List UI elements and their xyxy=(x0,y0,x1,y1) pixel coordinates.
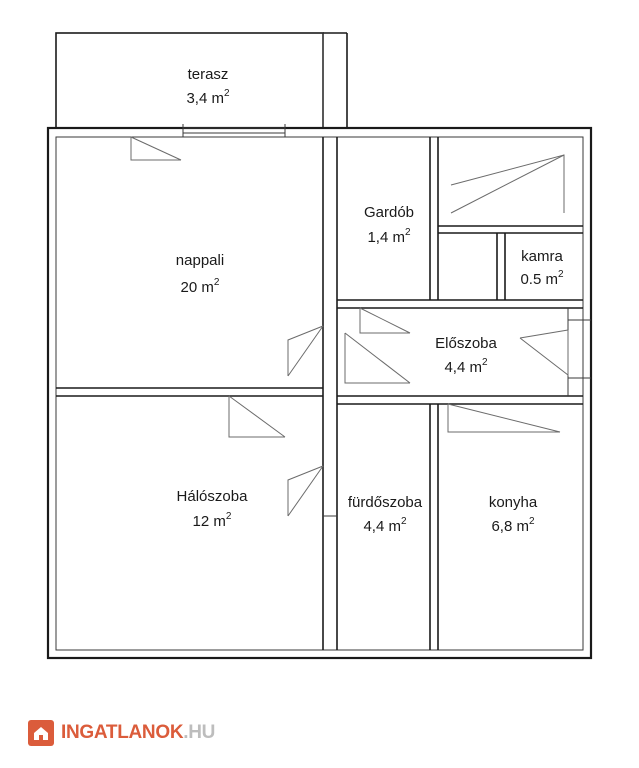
room-area-gardrob: 1,4 $m^2$ xyxy=(367,227,411,246)
watermark-brand: INGATLANOK xyxy=(61,722,184,743)
room-area-konyha: 6,8 $m^2$ xyxy=(491,516,535,535)
room-area-furdoszoba: 4,4 $m^2$ xyxy=(363,516,407,535)
room-label-kamra: kamra xyxy=(521,247,563,265)
openings xyxy=(183,124,285,137)
room-label-nappali: nappali xyxy=(175,251,225,269)
interior-walls xyxy=(56,137,591,650)
watermark-text xyxy=(61,722,215,744)
room-label-konyha: konyha xyxy=(488,493,538,511)
room-label-gardrob: Gardób xyxy=(363,203,415,221)
room-label-furdoszoba: fürdőszoba xyxy=(347,493,423,511)
room-label-haloszoba: Hálószoba xyxy=(176,487,248,505)
house-icon xyxy=(28,720,54,746)
doors xyxy=(131,137,568,516)
room-area-nappali: 20 $m^2$ xyxy=(180,277,220,296)
room-area-eloszoba: 4,4 $m^2$ xyxy=(444,357,488,376)
watermark xyxy=(28,720,215,746)
watermark-suffix: .HU xyxy=(183,722,216,743)
room-label-eloszoba: Előszoba xyxy=(435,334,497,352)
room-label-terasz: terasz xyxy=(187,65,229,83)
room-area-haloszoba: 12 $m^2$ xyxy=(192,511,232,530)
room-area-terasz: 3,4 $m^2$ xyxy=(186,88,230,107)
room-area-kamra: 0.5 $m^2$ xyxy=(520,269,564,288)
building-outline xyxy=(48,128,591,658)
